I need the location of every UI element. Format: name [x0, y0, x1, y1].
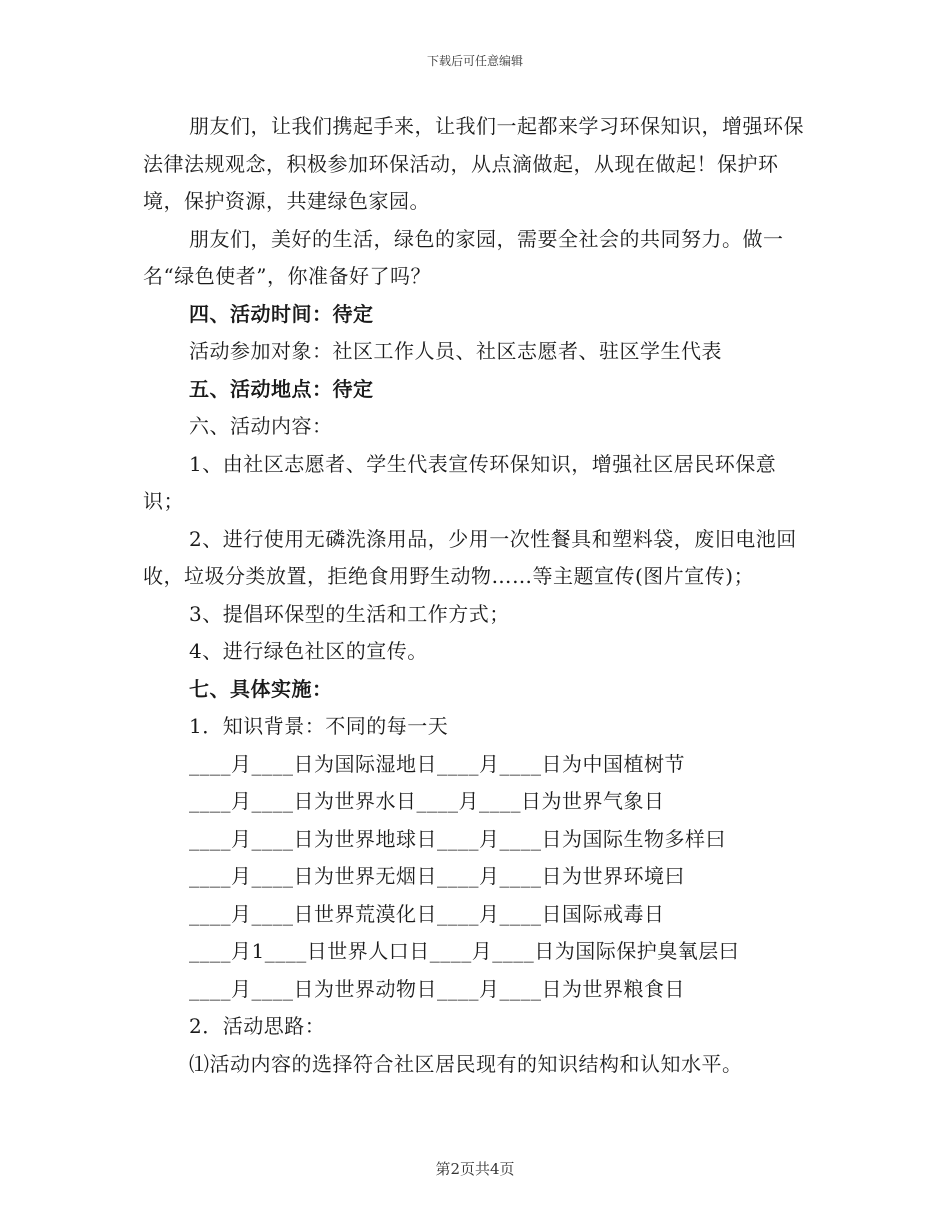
content-item-2: 2、进行使用无磷洗涤用品，少用一次性餐具和塑料袋，废旧电池回收，垃圾分类放置，拒绝食用野生动物……等主题宣传(图片宣传)； [143, 526, 797, 588]
day-line-1: ____月____日为国际湿地日____月____日为中国植树节 [189, 751, 685, 776]
day-line-7: ____月____日为世界动物日____月____日为世界粮食日 [189, 976, 685, 1001]
content-item-4: 4、进行绿色社区的宣传。 [189, 639, 428, 663]
participants-line: 活动参加对象：社区工作人员、社区志愿者、驻区学生代表 [189, 339, 722, 363]
content-item-1: 1、由社区志愿者、学生代表宣传环保知识，增强社区居民环保意识； [143, 451, 777, 513]
day-line-3: ____月____日为世界地球日____月____日为国际生物多样曰 [189, 826, 726, 851]
document-body [143, 108, 811, 1083]
section-4-title: 四、活动时间：待定 [189, 301, 374, 326]
activity-idea-title: 2．活动思路： [189, 1014, 326, 1038]
paragraph-2: 朋友们，美好的生活，绿色的家园，需要全社会的共同努力。做一名“绿色使者”，你准备好了吗？ [143, 226, 784, 288]
day-line-4: ____月____日为世界无烟日____月____日为世界环境曰 [189, 864, 685, 888]
page-header: 下载后可任意编辑 [426, 54, 523, 68]
day-line-5: ____月____日世界荒漠化日____月____日国际戒毒日 [189, 901, 665, 926]
section-7-title: 七、具体实施： [189, 676, 333, 701]
knowledge-background: 1．知识背景：不同的每一天 [189, 714, 449, 738]
day-line-2: ____月____日为世界水日____月____日为世界气象日 [189, 789, 665, 813]
section-6-title: 六、活动内容： [189, 414, 333, 438]
section-5-title: 五、活动地点：待定 [189, 376, 374, 401]
page-footer: 第2页共4页 [435, 1160, 515, 1178]
activity-idea-1: ⑴活动内容的选择符合社区居民现有的知识结构和认知水平。 [189, 1051, 743, 1076]
paragraph-1: 朋友们，让我们携起手来，让我们一起都来学习环保知识，增强环保法律法规观念，积极参加环保活动，从点滴做起，从现在做起！保护环境，保护资源，共建绿色家园。 [143, 114, 804, 213]
content-item-3: 3、提倡环保型的生活和工作方式； [189, 601, 510, 626]
day-line-6: ____月1____日世界人口日____月____日为国际保护臭氧层曰 [189, 939, 740, 963]
